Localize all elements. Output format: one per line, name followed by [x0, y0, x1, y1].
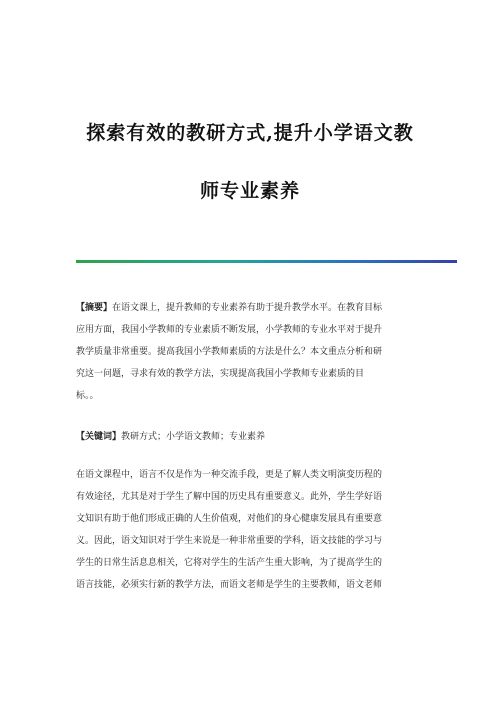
abstract-line-5: 标。。: [76, 391, 99, 401]
body-line-6: 语言技能，必须实行新的教学方法，而语文老师是学生的主要教师，语文老师: [76, 580, 383, 590]
body-line-2: 有效途径，尤其是对于学生了解中国的历史具有重要意义。此外，学生学好语: [76, 492, 383, 502]
abstract-paragraph: [76, 302, 457, 401]
document-title-line-1: 探索有效的教研方式,提升小学语文教: [86, 122, 414, 144]
abstract-line-2: 应用方面，我国小学教师的专业素质不断发展，小学教师的专业水平对于提升: [76, 325, 383, 335]
abstract-line-1: [76, 302, 382, 314]
abstract-line-4: 究这一问题，寻求有效的教学方法，实现提高我国小学教师专业素质的目: [76, 369, 365, 379]
keywords-label: 【关键词】: [76, 432, 122, 442]
abstract-line-3: 教学质量非常重要。提高我国小学教师素质的方法是什么？本文重点分析和研: [76, 347, 383, 357]
body-line-4: 义。因此，语文知识对于学生来说是一种非常重要的学科，语文技能的学习与: [76, 536, 383, 546]
document-title-line-2: 师专业素养: [199, 180, 300, 202]
keywords-line: [76, 431, 265, 443]
title-divider: [76, 260, 457, 263]
abstract-text: 在语文课上，提升教师的专业素养有助于提升教学水平。在教育目标: [112, 303, 383, 313]
body-line-3: 文知识有助于他们形成正确的人生价值观，对他们的身心健康发展具有重要意: [76, 514, 383, 524]
body-paragraph: [76, 469, 457, 619]
keywords-text: 教研方式；小学语文教师；专业素养: [121, 432, 266, 442]
keywords-paragraph: [76, 431, 457, 445]
body-line-1: 在语文课程中，语言不仅是作为一种交流手段，更是了解人类文明演变历程的: [76, 470, 383, 480]
abstract-label: 【摘要】: [76, 303, 113, 313]
body-line-5: 学生的日常生活息息相关，它将对学生的生活产生重大影响，为了提高学生的: [76, 558, 383, 568]
